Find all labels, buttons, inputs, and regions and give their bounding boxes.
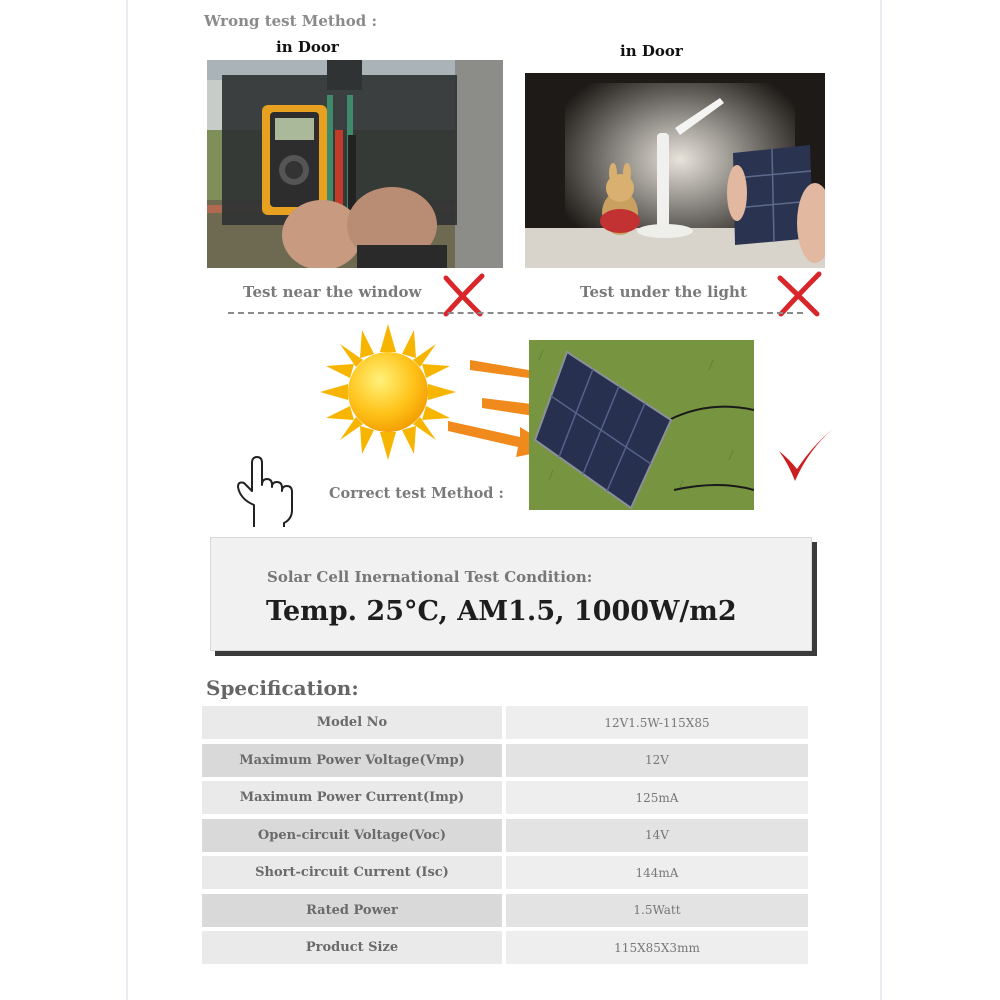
table-row: [202, 856, 808, 889]
spec-table: [202, 706, 808, 969]
sun-icon: [318, 322, 458, 466]
table-row: [202, 931, 808, 964]
spec-value: 144mA: [506, 856, 808, 889]
spec-title: Specification:: [206, 676, 359, 700]
window-test-photo: [207, 60, 503, 268]
spec-value: 125mA: [506, 781, 808, 814]
cross-mark-icon: [775, 270, 823, 322]
table-row: [202, 744, 808, 777]
spec-key: Maximum Power Current(Imp): [202, 781, 502, 814]
page-border-right: [880, 0, 882, 1000]
light-test-label: Test under the light: [580, 283, 747, 301]
lamp-test-photo: [525, 73, 825, 268]
section-divider: [228, 312, 803, 314]
spec-key: Maximum Power Voltage(Vmp): [202, 744, 502, 777]
table-row: [202, 706, 808, 739]
table-row: [202, 894, 808, 927]
page-border-left: [126, 0, 128, 1000]
outdoor-test-photo: [529, 340, 754, 510]
wrong-method-heading: Wrong test Method :: [204, 12, 377, 30]
table-row: [202, 819, 808, 852]
test-condition-box: [210, 537, 812, 651]
correct-method-label: Correct test Method :: [329, 485, 504, 502]
pointing-hand-icon: [232, 455, 302, 534]
spec-key: Short-circuit Current (Isc): [202, 856, 502, 889]
left-photo-caption: in Door: [276, 38, 339, 56]
spec-value: 12V: [506, 744, 808, 777]
spec-key: Model No: [202, 706, 502, 739]
spec-value: 14V: [506, 819, 808, 852]
test-condition-value: Temp. 25°C, AM1.5, 1000W/m2: [266, 596, 737, 627]
table-row: [202, 781, 808, 814]
spec-key: Rated Power: [202, 894, 502, 927]
cross-mark-icon: [440, 272, 486, 322]
spec-value: 1.5Watt: [506, 894, 808, 927]
window-test-label: Test near the window: [243, 283, 422, 301]
right-photo-caption: in Door: [620, 42, 683, 60]
spec-value: 12V1.5W-115X85: [506, 706, 808, 739]
check-mark-icon: [775, 425, 837, 489]
test-condition-label: Solar Cell Inernational Test Condition:: [267, 568, 593, 586]
spec-key: Product Size: [202, 931, 502, 964]
spec-value: 115X85X3mm: [506, 931, 808, 964]
spec-key: Open-circuit Voltage(Voc): [202, 819, 502, 852]
